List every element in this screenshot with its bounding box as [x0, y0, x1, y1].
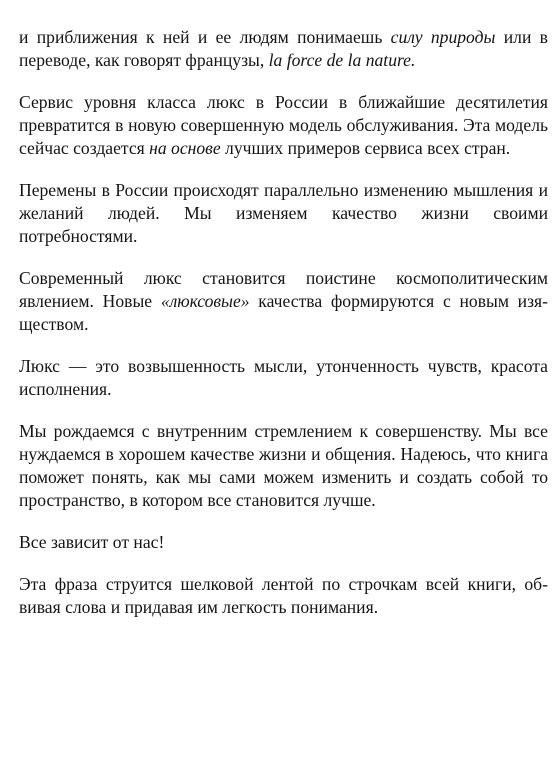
paragraph-1: [19, 26, 548, 72]
italic-run: силу природы: [390, 27, 496, 47]
document-body: [19, 26, 548, 638]
text-run: или в переводе, как говорят французы,: [19, 27, 548, 70]
paragraph-5: [19, 355, 548, 401]
italic-run: на основе: [149, 138, 221, 158]
text-run: Мы рождаемся с внутренним стремлением к совершенству. Мы все нуждаемся в хорошем качестве жизни и общения. Надеюсь, что книга поможет понять, как мы сами можем изменить и создать собой то пространство, в котором все становится лучше.: [19, 421, 548, 510]
paragraph-8: [19, 573, 548, 619]
text-run: Эта фраза струится шелковой лентой по строчкам всей книги, обвивая слова и придавая им легкость понимания.: [19, 574, 548, 617]
text-run: Люкс — это возвышенность мысли, утонченность чувств, красота исполнения.: [19, 356, 548, 399]
text-run: Все зависит от нас!: [19, 532, 165, 552]
paragraph-7: [19, 531, 548, 554]
italic-run: la force de la nature.: [268, 50, 416, 70]
text-run: Современный люкс становится поистине космополитическим явлением. Новые: [19, 268, 548, 311]
paragraph-4: [19, 267, 548, 336]
text-run: и приближения к ней и ее людям понимаешь: [19, 27, 391, 47]
paragraph-2: [19, 91, 548, 160]
text-run: качества формируются с новым изяществом.: [19, 291, 548, 334]
paragraph-6: [19, 420, 548, 512]
italic-run: «люксовые»: [160, 291, 250, 311]
text-run: Сервис уровня класса люкс в России в ближайшие десятилетия превратится в новую совершенную модель обслуживания. Эта модель сейчас создается: [19, 92, 548, 158]
text-run: Перемены в России происходят параллельно изменению мышления и желаний людей. Мы изменяем качество жизни своими потребностями.: [19, 180, 548, 246]
paragraph-3: [19, 179, 548, 248]
text-run: лучших примеров сервиса всех стран.: [220, 138, 511, 158]
